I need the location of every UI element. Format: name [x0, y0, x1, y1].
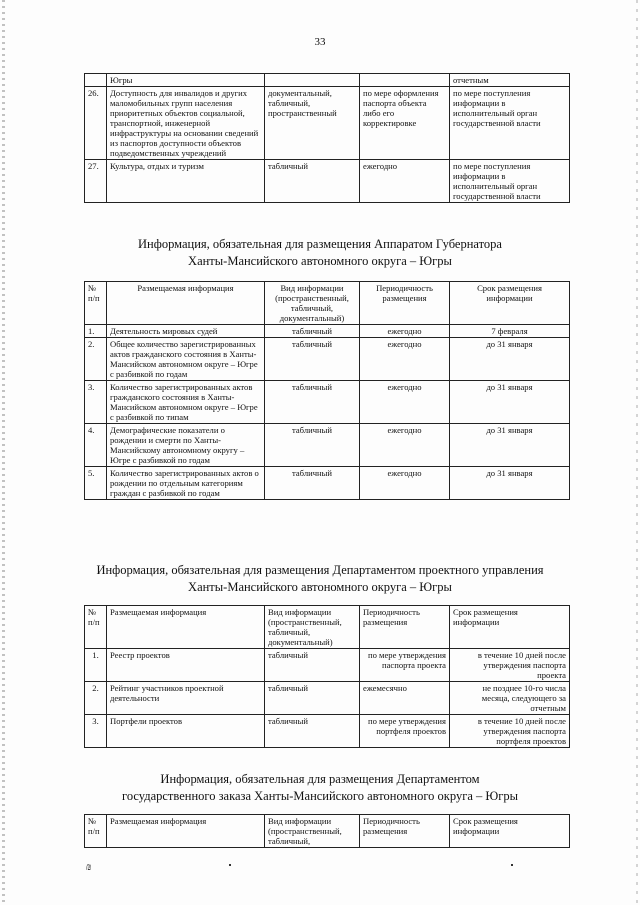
cell — [360, 74, 450, 87]
table-continued — [84, 73, 570, 203]
page-number: 33 — [314, 36, 326, 48]
cell: 3. — [85, 715, 107, 748]
cell: по мере утверждения портфеля проектов — [360, 715, 450, 748]
cell: Югры — [107, 74, 265, 87]
heading-line: Информация, обязательная для размещения Аппаратом Губернатора — [138, 237, 502, 251]
cell: не позднее 10-го числа месяца, следующего за отчетным — [450, 682, 570, 715]
table-header-row — [85, 606, 570, 649]
table-row — [85, 682, 570, 715]
table-header-row — [85, 282, 570, 325]
header-cell: Вид информации (пространственный, табличный, документальный) — [265, 282, 360, 325]
cell: до 31 января — [450, 424, 570, 467]
cell — [265, 74, 360, 87]
cell: Реестр проектов — [107, 649, 265, 682]
header-cell: Периодичность размещения — [360, 606, 450, 649]
table-row — [85, 87, 570, 160]
cell: табличный — [265, 424, 360, 467]
cell: по мере поступления информации в исполнительный орган государственной власти — [450, 87, 570, 160]
header-cell: № п/п — [85, 606, 107, 649]
cell: Количество зарегистрированных актов гражданского состояния в Ханты-Мансийском автономном округе – Югре с разбивкой по типам — [107, 381, 265, 424]
heading-line: Ханты-Мансийского автономного округа – Югры — [188, 254, 452, 268]
cell: Культура, отдых и туризм — [107, 160, 265, 203]
cell: табличный — [265, 715, 360, 748]
table-row — [85, 325, 570, 338]
scan-edge-left — [2, 0, 5, 905]
scan-edge-right — [636, 0, 638, 905]
cell: 1. — [85, 649, 107, 682]
cell: по мере оформления паспорта объекта либо его корректировке — [360, 87, 450, 160]
cell: до 31 января — [450, 467, 570, 500]
heading-line: Информация, обязательная для размещения Департаментом проектного управления — [96, 563, 544, 577]
table-header-row — [85, 815, 570, 848]
table-project-management — [84, 605, 570, 748]
scan-mark: ₪ — [86, 862, 92, 872]
cell: Доступность для инвалидов и других маломобильных групп населения приоритетных объектов социальной, транспортной, инженерной инфраструктуры на основании сведений из паспортов доступности объектов подведомственных учреждений — [107, 87, 265, 160]
header-cell: № п/п — [85, 815, 107, 848]
cell: табличный — [265, 467, 360, 500]
cell: ежегодно — [360, 424, 450, 467]
scan-dot — [511, 864, 513, 866]
cell: в течение 10 дней после утверждения паспорта проекта — [450, 649, 570, 682]
cell: ежегодно — [360, 325, 450, 338]
cell: табличный — [265, 325, 360, 338]
cell: ежегодно — [360, 338, 450, 381]
cell: 7 февраля — [450, 325, 570, 338]
cell: ежемесячно — [360, 682, 450, 715]
cell: в течение 10 дней после утверждения паспорта портфеля проектов — [450, 715, 570, 748]
header-cell: Размещаемая информация — [107, 282, 265, 325]
table-row — [85, 160, 570, 203]
header-cell: Размещаемая информация — [107, 606, 265, 649]
table-row — [85, 381, 570, 424]
table-state-procurement — [84, 814, 570, 848]
header-cell: Срок размещения информации — [450, 815, 570, 848]
header-cell: Вид информации (пространственный, табличный, — [265, 815, 360, 848]
cell: 1. — [85, 325, 107, 338]
section-heading-governor-office — [0, 236, 640, 270]
cell: 27. — [85, 160, 107, 203]
cell: 2. — [85, 682, 107, 715]
heading-line: Ханты-Мансийского автономного округа – Югры — [188, 580, 452, 594]
table-row — [85, 715, 570, 748]
table-row — [85, 74, 570, 87]
section-heading-project-management — [0, 562, 640, 596]
cell: по мере поступления информации в исполнительный орган государственной власти — [450, 160, 570, 203]
cell: табличный — [265, 682, 360, 715]
cell: 4. — [85, 424, 107, 467]
cell: до 31 января — [450, 381, 570, 424]
table-row — [85, 424, 570, 467]
cell: 5. — [85, 467, 107, 500]
cell: 3. — [85, 381, 107, 424]
header-cell: № п/п — [85, 282, 107, 325]
cell: 2. — [85, 338, 107, 381]
table-row — [85, 338, 570, 381]
heading-line: Информация, обязательная для размещения Департаментом — [160, 772, 480, 786]
table-governor-office — [84, 281, 570, 500]
cell — [85, 74, 107, 87]
header-cell: Размещаемая информация — [107, 815, 265, 848]
cell: ежегодно — [360, 467, 450, 500]
section-heading-state-procurement — [0, 771, 640, 805]
cell: до 31 января — [450, 338, 570, 381]
cell: Рейтинг участников проектной деятельности — [107, 682, 265, 715]
cell: по мере утверждения паспорта проекта — [360, 649, 450, 682]
cell: табличный — [265, 160, 360, 203]
cell: документальный, табличный, пространственный — [265, 87, 360, 160]
cell: отчетным — [450, 74, 570, 87]
header-cell: Периодичность размещения — [360, 282, 450, 325]
cell: табличный — [265, 381, 360, 424]
cell: Общее количество зарегистрированных актов гражданского состояния в Ханты-Мансийском автономном округе – Югре с разбивкой по годам — [107, 338, 265, 381]
cell: табличный — [265, 338, 360, 381]
cell: табличный — [265, 649, 360, 682]
table-row — [85, 467, 570, 500]
header-cell: Периодичность размещения — [360, 815, 450, 848]
cell: Демографические показатели о рождении и смерти по Ханты-Мансийскому автономному округу – Югре с разбивкой по годам — [107, 424, 265, 467]
heading-line: государственного заказа Ханты-Мансийского автономного округа – Югры — [122, 789, 518, 803]
header-cell: Вид информации (пространственный, табличный, документальный) — [265, 606, 360, 649]
cell: Деятельность мировых судей — [107, 325, 265, 338]
header-cell: Срок размещения информации — [450, 282, 570, 325]
header-cell: Срок размещения информации — [450, 606, 570, 649]
cell: ежегодно — [360, 160, 450, 203]
table-row — [85, 649, 570, 682]
cell: Портфели проектов — [107, 715, 265, 748]
scan-dot — [229, 864, 231, 866]
cell: ежегодно — [360, 381, 450, 424]
cell: 26. — [85, 87, 107, 160]
cell: Количество зарегистрированных актов о рождении по отдельным категориям граждан с разбивкой по годам — [107, 467, 265, 500]
